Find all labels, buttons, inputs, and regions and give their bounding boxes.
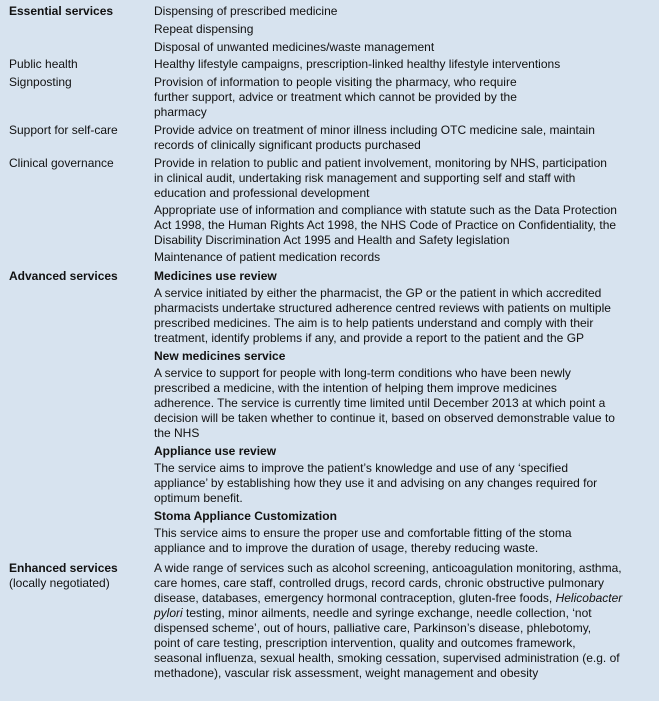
list-item: Disposal of unwanted medicines/waste management [154, 40, 435, 54]
text-segment: testing, minor ailments, needle and syringe exchange, needle collection, ‘not [186, 606, 592, 620]
row-label: Clinical governance [9, 156, 114, 170]
row-essential-services [0, 4, 659, 55]
row-content [154, 561, 649, 681]
text-line: education and professional development [154, 186, 370, 200]
text-line: A service to support for people with long-term conditions who have been newly [154, 366, 571, 380]
row-label: Essential services [9, 4, 114, 18]
row-sublabel: (locally negotiated) [9, 576, 110, 590]
row-content [154, 4, 649, 55]
text-line: records of clinically significant products purchased [154, 138, 421, 152]
italic-term: Helicobacter [555, 591, 623, 605]
row-content [154, 57, 649, 72]
row-label: Public health [9, 57, 78, 71]
text-line: This service aims to ensure the proper use and comfortable fitting of the stoma [154, 526, 572, 540]
row-label: Support for self-care [9, 123, 118, 137]
paragraph [154, 250, 645, 265]
service-title: Stoma Appliance Customization [154, 509, 337, 523]
row-label: Signposting [9, 75, 72, 89]
text-line: decision will be taken whether to continue it, based on observed demonstrable value to [154, 411, 615, 425]
text-line: the NHS [154, 426, 200, 440]
text-line: Provision of information to people visiting the pharmacy, who require [154, 75, 517, 89]
row-clinical-governance [0, 156, 659, 267]
text-line: dispensed scheme’, out of hours, palliative care, Parkinson’s disease, phlebotomy, [154, 621, 592, 635]
text-line: A service initiated by either the pharmacist, the GP or the patient in which accredited [154, 286, 602, 300]
row-label-block [0, 561, 154, 681]
text-line: adherence. The service is currently time limited until December 2013 at which point a [154, 396, 606, 410]
text-line: in clinical audit, undertaking risk management and supporting self and staff with [154, 171, 576, 185]
row-support-self-care [0, 123, 659, 153]
text-line: further support, advice or treatment which cannot be provided by the [154, 90, 517, 104]
text-line: pharmacists undertake structured adherence centred reviews with patients on multiple [154, 301, 611, 315]
service-block [154, 269, 645, 346]
text-line: The service aims to improve the patient’s knowledge and use of any ‘specified [154, 461, 569, 475]
paragraph [154, 203, 645, 248]
row-advanced-services [0, 269, 659, 558]
service-block [154, 444, 645, 506]
text-line: Appropriate use of information and compliance with statute such as the Data Protection [154, 203, 617, 217]
text-line: Provide advice on treatment of minor illness including OTC medicine sale, maintain [154, 123, 595, 137]
list-item: Repeat dispensing [154, 22, 254, 36]
paragraph [154, 156, 645, 201]
service-block [154, 349, 645, 441]
italic-term: pylori [154, 606, 183, 620]
text-segment: disease, databases, emergency hormonal contraception, gluten-free foods, [154, 591, 553, 605]
row-content [154, 123, 649, 153]
text-line-mixed [154, 606, 645, 621]
text-line: prescribed a medicine, with the intention of helping them improve medicines [154, 381, 557, 395]
service-title: Medicines use review [154, 269, 277, 283]
list-item: Dispensing of prescribed medicine [154, 4, 338, 18]
text-line: prescribed medicines. The aim is to help patients understand and comply with their [154, 316, 594, 330]
list-item: Healthy lifestyle campaigns, prescription-linked healthy lifestyle interventions [154, 57, 561, 71]
text-line: care homes, care staff, controlled drugs, record cards, chronic obstructive pulmonary [154, 576, 604, 590]
row-enhanced-services [0, 561, 659, 681]
text-line: point of care testing, prescription intervention, quality and outcomes framework, [154, 636, 576, 650]
text-line: pharmacy [154, 105, 207, 119]
row-public-health [0, 57, 659, 72]
row-label: Advanced services [9, 269, 118, 283]
text-line: treatment, identify problems if any, and provide a report to the patient and the GP [154, 331, 585, 345]
text-line: appliance and to improve the duration of usage, thereby reducing waste. [154, 541, 539, 555]
text-line: seasonal influenza, sexual health, smoking cessation, supervised administration (e.g. of [154, 651, 620, 665]
text-line: Disability Discrimination Act 1995 and Health and Safety legislation [154, 233, 510, 247]
row-content [154, 269, 649, 558]
text-line: Act 1998, the Human Rights Act 1998, the NHS Code of Practice on Confidentiality, the [154, 218, 617, 232]
service-title: New medicines service [154, 349, 286, 363]
row-signposting [0, 75, 659, 120]
row-label: Enhanced services [9, 561, 118, 575]
text-line: Maintenance of patient medication records [154, 250, 381, 264]
row-content [154, 75, 649, 120]
text-line: optimum benefit. [154, 491, 243, 505]
text-line: appliance’ by establishing how they use it and advising on any changes required for [154, 476, 598, 490]
text-line-mixed [154, 591, 645, 606]
text-line: methadone), vascular risk assessment, weight management and obesity [154, 666, 539, 680]
service-block [154, 509, 645, 556]
row-content [154, 156, 649, 267]
text-line: A wide range of services such as alcohol screening, anticoagulation monitoring, asthma, [154, 561, 622, 575]
text-line: Provide in relation to public and patient involvement, monitoring by NHS, participation [154, 156, 607, 170]
service-title: Appliance use review [154, 444, 277, 458]
